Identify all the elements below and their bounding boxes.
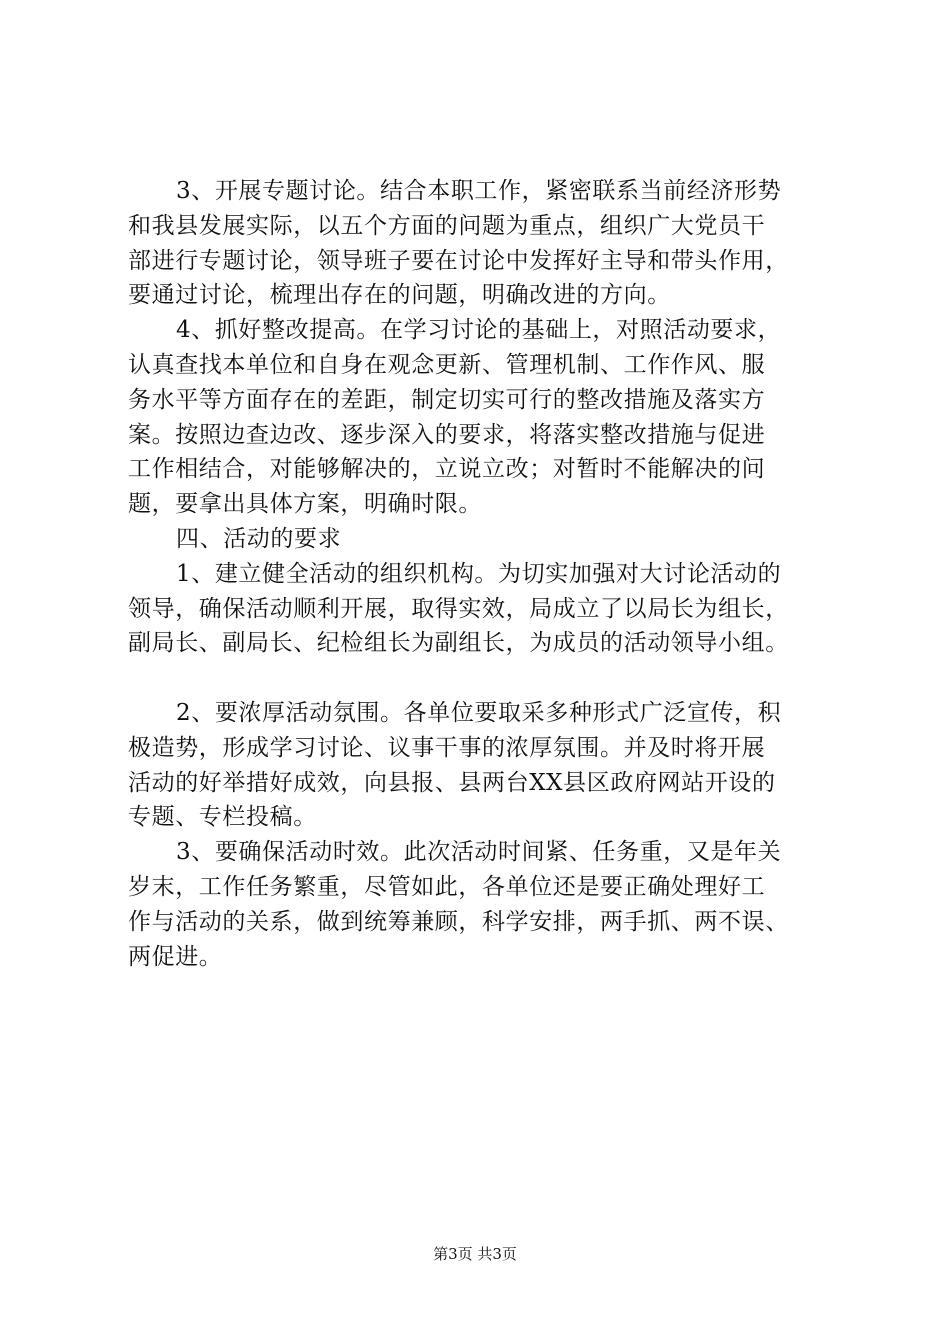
text-line: 副局长、副局长、纪检组长为副组长，为成员的活动领导小组。	[128, 630, 789, 657]
text-line: 务水平等方面存在的差距，制定切实可行的整改措施及落实方	[128, 386, 766, 413]
text-line: 极造势，形成学习讨论、议事干事的浓厚氛围。并及时将开展	[128, 734, 766, 761]
page-number-footer: 第3页 共3页	[433, 1245, 517, 1263]
text-line: 领导，确保活动顺利开展，取得实效，局成立了以局长为组长，	[128, 595, 789, 622]
text-line: 部进行专题讨论，领导班子要在讨论中发挥好主导和带头作用，	[128, 247, 789, 274]
text-line: 岁末，工作任务繁重，尽管如此，各单位还是要正确处理好工	[128, 873, 766, 900]
document-body	[128, 174, 848, 974]
text-line: 要通过讨论，梳理出存在的问题，明确改进的方向。	[128, 282, 671, 309]
text-line: 3、开展专题讨论。结合本职工作，紧密联系当前经济形势	[176, 178, 782, 204]
text-line: 专题、专栏投稿。	[128, 804, 317, 831]
text-line: 和我县发展实际，以五个方面的问题为重点，组织广大党员干	[128, 212, 766, 239]
blank-line	[128, 661, 848, 696]
text-line: 认真查找本单位和自身在观念更新、管理机制、工作作风、服	[128, 351, 766, 378]
text-line: 工作相结合，对能够解决的，立说立改；对暂时不能解决的问	[128, 456, 766, 483]
text-line: 作与活动的关系，做到统筹兼顾，科学安排，两手抓、两不误、	[128, 908, 789, 935]
text-line: 1、建立健全活动的组织机构。为切实加强对大讨论活动的	[176, 560, 782, 587]
text-line: 案。按照边查边改、逐步深入的要求，将落实整改措施与促进	[128, 421, 766, 448]
text-line: 3、要确保活动时效。此次活动时间紧、任务重，又是年关	[176, 839, 782, 866]
text-line: 4、抓好整改提高。在学习讨论的基础上，对照活动要求，	[176, 317, 782, 344]
text-line: 题，要拿出具体方案，明确时限。	[128, 491, 482, 518]
section-heading: 四、活动的要求	[176, 525, 342, 552]
text-line: 2、要浓厚活动氛围。各单位要取采多种形式广泛宣传，积	[176, 699, 782, 726]
text-line: 活动的好举措好成效，向县报、县两台XX县区政府网站开设的	[128, 769, 776, 796]
text-line: 两促进。	[128, 943, 223, 970]
